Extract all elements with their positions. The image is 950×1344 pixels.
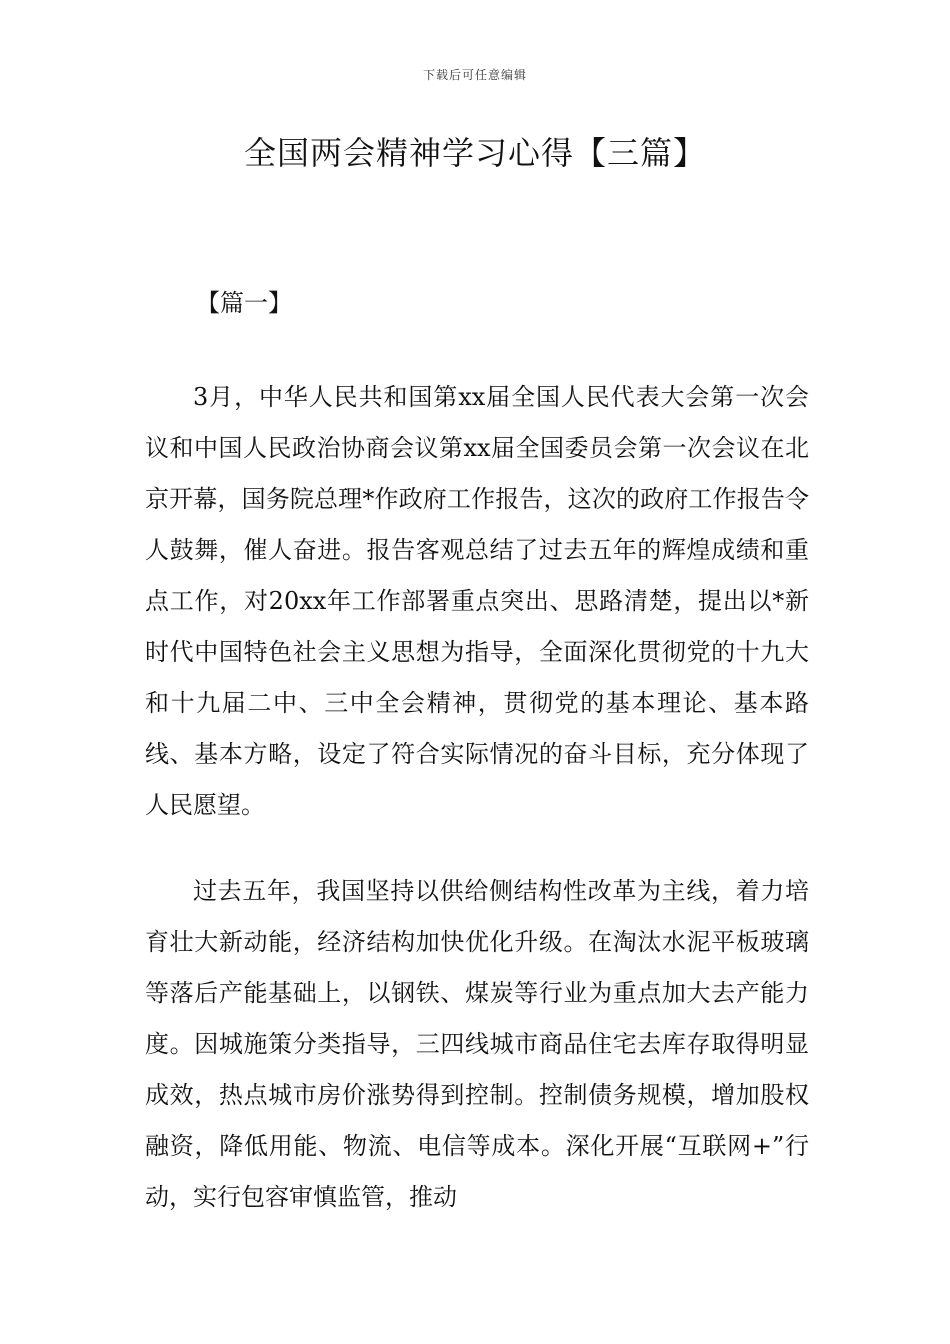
section-label: 【篇一】 xyxy=(196,289,292,317)
document-title: 全国两会精神学习心得【三篇】 xyxy=(243,134,706,172)
header-note: 下载后可任意编辑 xyxy=(422,68,527,82)
paragraph-1: 3月，中华人民共和国第xx届全国人民代表大会第一次会议和中国人民政治协商会议第xx届全国委员会第一次会议在北京开幕，国务院总理*作政府工作报告，这次的政府工作报告令人鼓舞，催人奋进。报告客观总结了过去五年的辉煌成绩和重点工作，对20xx年工作部署重点突出、思路清楚，提出以*新时代中国特色社会主义思想为指导，全面深化贯彻党的十九大和十九届二中、三中全会精神，贯彻党的基本理论、基本路线、基本方略，设定了符合实际情况的奋斗目标，充分体现了人民愿望。 xyxy=(145,383,809,819)
paragraph-2: 过去五年，我国坚持以供给侧结构性改革为主线，着力培育壮大新动能，经济结构加快优化升级。在淘汰水泥平板玻璃等落后产能基础上，以钢铁、煤炭等行业为重点加大去产能力度。因城施策分类指导，三四线城市商品住宅去库存取得明显成效，热点城市房价涨势得到控制。控制债务规模，增加股权融资，降低用能、物流、电信等成本。深化开展“互联网+”行动，实行包容审慎监管，推动 xyxy=(145,877,809,1211)
